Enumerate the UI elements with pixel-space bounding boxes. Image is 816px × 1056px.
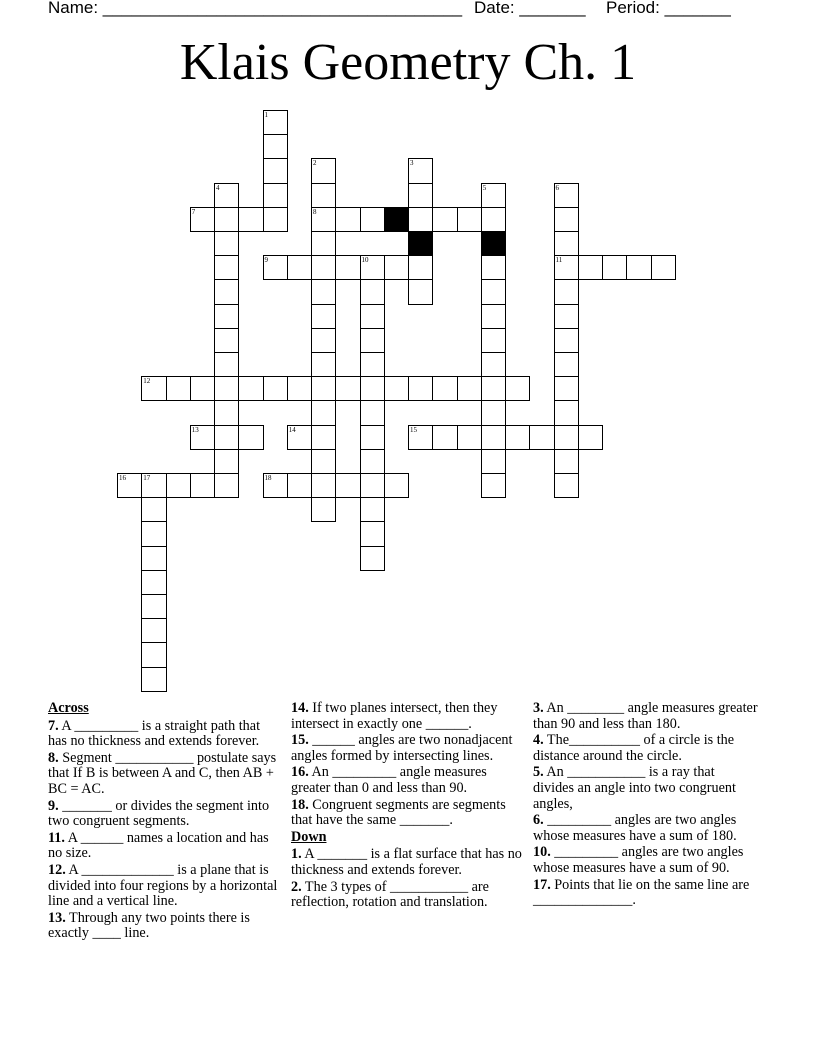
crossword-cell[interactable] bbox=[432, 207, 457, 232]
crossword-cell[interactable] bbox=[408, 158, 433, 183]
crossword-cell[interactable] bbox=[360, 207, 385, 232]
crossword-cell[interactable] bbox=[360, 304, 385, 329]
crossword-cell[interactable] bbox=[335, 376, 360, 401]
crossword-cell[interactable] bbox=[190, 425, 215, 450]
clue-text: The__________ of a circle is the distance around the circle. bbox=[533, 732, 735, 764]
crossword-cell[interactable] bbox=[457, 376, 482, 401]
crossword-cell[interactable] bbox=[335, 473, 360, 498]
crossword-cell[interactable] bbox=[166, 376, 191, 401]
crossword-cell[interactable] bbox=[141, 497, 166, 522]
crossword-cell[interactable] bbox=[311, 400, 336, 425]
worksheet-title: Klais Geometry Ch. 1 bbox=[179, 34, 637, 91]
clue-number-label: 10 bbox=[361, 256, 369, 265]
clue-item bbox=[48, 911, 278, 942]
crossword-cell[interactable] bbox=[311, 207, 336, 232]
clue-number-label: 8 bbox=[313, 207, 317, 216]
crossword-cell[interactable] bbox=[360, 328, 385, 353]
crossword-cell[interactable] bbox=[360, 425, 385, 450]
clue-number-label: 7 bbox=[191, 207, 196, 216]
crossword-cell[interactable] bbox=[311, 497, 336, 522]
clue-text: Points that lie on the same line are ______________. bbox=[533, 876, 750, 909]
clue-number: 3. bbox=[533, 700, 544, 716]
clue-column-2 bbox=[291, 701, 523, 912]
crossword-cell[interactable] bbox=[554, 304, 579, 329]
clue-number-label: 5 bbox=[482, 183, 487, 192]
clue-text: A _____________ is a plane that is divided into four regions by a horizontal line and a vertical line. bbox=[48, 861, 278, 910]
clue-number-label: 6 bbox=[555, 183, 559, 192]
clue-number-label: 11 bbox=[555, 256, 563, 265]
crossword-cell[interactable] bbox=[214, 304, 239, 329]
crossword-cell[interactable] bbox=[481, 207, 506, 232]
crossword-cell[interactable] bbox=[214, 376, 239, 401]
crossword-cell[interactable] bbox=[408, 183, 433, 208]
clue-number: 12. bbox=[48, 861, 66, 878]
crossword-cell[interactable] bbox=[190, 376, 215, 401]
crossword-cell[interactable] bbox=[311, 279, 336, 304]
crossword-cell[interactable] bbox=[481, 255, 506, 280]
crossword-cell[interactable] bbox=[214, 449, 239, 474]
crossword-cell[interactable] bbox=[311, 328, 336, 353]
clue-number-label: 9 bbox=[264, 256, 268, 265]
clue-text: _________ angles are two angles whose measures have a sum of 90. bbox=[533, 844, 744, 876]
crossword-cell[interactable] bbox=[481, 473, 506, 498]
crossword-cell[interactable] bbox=[214, 473, 239, 498]
crossword-cell[interactable] bbox=[360, 279, 385, 304]
crossword-cell[interactable] bbox=[360, 546, 385, 571]
crossword-cell[interactable] bbox=[141, 570, 166, 595]
crossword-cell[interactable] bbox=[311, 304, 336, 329]
clue-text: _________ angles are two angles whose measures have a sum of 180. bbox=[533, 812, 737, 844]
clue-number: 7. bbox=[48, 717, 59, 734]
clue-item bbox=[48, 799, 278, 830]
crossword-cell[interactable] bbox=[311, 352, 336, 377]
crossword-cell[interactable] bbox=[408, 376, 433, 401]
crossword-cell[interactable] bbox=[384, 473, 409, 498]
crossword-cell[interactable] bbox=[554, 255, 579, 280]
crossword-cell[interactable] bbox=[214, 400, 239, 425]
crossword-cell[interactable] bbox=[214, 255, 239, 280]
crossword-cell[interactable] bbox=[384, 376, 409, 401]
crossword-cell[interactable] bbox=[481, 400, 506, 425]
crossword-cell[interactable] bbox=[263, 207, 288, 232]
clue-number: 10. bbox=[533, 844, 551, 861]
crossword-cell[interactable] bbox=[360, 255, 385, 280]
clue-text: _______ or divides the segment into two congruent segments. bbox=[48, 797, 270, 830]
crossword-cell[interactable] bbox=[311, 255, 336, 280]
filled-cell bbox=[384, 207, 409, 232]
crossword-cell[interactable] bbox=[141, 546, 166, 571]
crossword-cell[interactable] bbox=[214, 425, 239, 450]
crossword-cell[interactable] bbox=[554, 376, 579, 401]
crossword-cell[interactable] bbox=[263, 255, 288, 280]
name-field[interactable]: Name: ______________________________________ bbox=[48, 0, 463, 17]
crossword-cell[interactable] bbox=[238, 425, 263, 450]
crossword-cell[interactable] bbox=[190, 473, 215, 498]
crossword-cell[interactable] bbox=[311, 473, 336, 498]
crossword-cell[interactable] bbox=[360, 400, 385, 425]
crossword-cell[interactable] bbox=[214, 352, 239, 377]
crossword-cell[interactable] bbox=[263, 183, 288, 208]
clue-item bbox=[291, 880, 523, 911]
crossword-cell[interactable] bbox=[505, 425, 530, 450]
crossword-cell[interactable] bbox=[554, 449, 579, 474]
clue-number-label: 18 bbox=[264, 474, 272, 482]
clue-number-label: 13 bbox=[191, 425, 199, 434]
clue-item bbox=[533, 813, 758, 844]
clue-text: An ___________ is a ray that divides an angle into two congruent angles, bbox=[533, 764, 736, 812]
clue-number-label: 2 bbox=[313, 159, 317, 168]
crossword-cell[interactable] bbox=[263, 158, 288, 183]
clue-number-label: 1 bbox=[264, 111, 268, 119]
clue-text: An ________ angle measures greater than 90 and less than 180. bbox=[533, 700, 758, 732]
crossword-cell[interactable] bbox=[651, 255, 676, 280]
clue-item bbox=[291, 765, 523, 796]
crossword-cell[interactable] bbox=[287, 473, 312, 498]
crossword-cell[interactable] bbox=[578, 425, 603, 450]
date-field[interactable]: Date: _______ bbox=[474, 0, 586, 17]
crossword-cell[interactable] bbox=[311, 376, 336, 401]
crossword-cell[interactable] bbox=[554, 425, 579, 450]
clue-number: 5. bbox=[533, 764, 544, 781]
crossword-cell[interactable] bbox=[311, 449, 336, 474]
clue-number: 18. bbox=[291, 796, 309, 813]
filled-cell bbox=[408, 231, 433, 256]
clue-number: 4. bbox=[533, 732, 544, 749]
clue-text: An _________ angle measures greater than 0 and less than 90. bbox=[291, 764, 487, 796]
crossword-cell[interactable] bbox=[408, 425, 433, 450]
clue-number: 6. bbox=[533, 812, 544, 829]
crossword-cell[interactable] bbox=[238, 207, 263, 232]
crossword-cell[interactable] bbox=[141, 618, 166, 643]
clue-text: The 3 types of ___________ are reflection, rotation and translation. bbox=[291, 878, 489, 911]
crossword-cell[interactable] bbox=[481, 304, 506, 329]
crossword-cell[interactable] bbox=[360, 376, 385, 401]
crossword-cell[interactable] bbox=[117, 473, 142, 498]
crossword-cell[interactable] bbox=[481, 279, 506, 304]
clue-item bbox=[291, 733, 523, 764]
clue-item bbox=[48, 831, 278, 862]
clue-item bbox=[48, 751, 278, 798]
clue-number: 15. bbox=[291, 732, 309, 749]
across-heading: Across bbox=[48, 700, 89, 716]
crossword-cell[interactable] bbox=[287, 425, 312, 450]
clue-number-label: 14 bbox=[288, 425, 296, 434]
crossword-cell[interactable] bbox=[481, 352, 506, 377]
crossword-cell[interactable] bbox=[554, 231, 579, 256]
crossword-cell[interactable] bbox=[214, 183, 239, 208]
clue-number: 2. bbox=[291, 878, 302, 895]
clue-text: Through any two points there is exactly ____ line. bbox=[48, 909, 250, 942]
crossword-cell[interactable] bbox=[457, 425, 482, 450]
clue-text: Congruent segments are segments that have the same _______. bbox=[291, 796, 506, 829]
clue-number-label: 12 bbox=[143, 377, 151, 386]
crossword-cell[interactable] bbox=[457, 207, 482, 232]
clue-number: 1. bbox=[291, 846, 302, 863]
crossword-cell[interactable] bbox=[384, 255, 409, 280]
clue-number-label: 15 bbox=[410, 425, 417, 434]
clue-item bbox=[48, 719, 278, 750]
clue-text: A _______ is a flat surface that has no thickness and extends forever. bbox=[291, 846, 522, 878]
clue-number-label: 16 bbox=[119, 474, 126, 482]
crossword-cell[interactable] bbox=[578, 255, 603, 280]
crossword-cell[interactable] bbox=[335, 207, 360, 232]
clue-number: 8. bbox=[48, 749, 59, 766]
crossword-cell[interactable] bbox=[432, 425, 457, 450]
clue-number: 11. bbox=[48, 829, 65, 846]
crossword-cell[interactable] bbox=[408, 207, 433, 232]
crossword-cell[interactable] bbox=[141, 521, 166, 546]
crossword-cell[interactable] bbox=[529, 425, 554, 450]
crossword-cell[interactable] bbox=[481, 425, 506, 450]
clue-column-3 bbox=[533, 701, 758, 910]
crossword-cell[interactable] bbox=[263, 134, 288, 159]
clue-item bbox=[533, 878, 758, 909]
crossword-cell[interactable] bbox=[190, 207, 215, 232]
clue-number-label: 17 bbox=[143, 474, 151, 482]
crossword-cell[interactable] bbox=[481, 328, 506, 353]
crossword-cell[interactable] bbox=[481, 183, 506, 208]
crossword-cell[interactable] bbox=[311, 231, 336, 256]
crossword-cell[interactable] bbox=[408, 279, 433, 304]
crossword-cell[interactable] bbox=[335, 255, 360, 280]
clue-number: 17. bbox=[533, 876, 551, 893]
crossword-cell[interactable] bbox=[166, 473, 191, 498]
clue-number: 9. bbox=[48, 797, 59, 814]
crossword-cell[interactable] bbox=[238, 376, 263, 401]
crossword-cell[interactable] bbox=[311, 183, 336, 208]
crossword-cell[interactable] bbox=[214, 328, 239, 353]
period-field[interactable]: Period: _______ bbox=[606, 0, 731, 17]
clue-item bbox=[48, 863, 278, 910]
crossword-cell[interactable] bbox=[263, 473, 288, 498]
crossword-cell[interactable] bbox=[554, 207, 579, 232]
clue-text: If two planes intersect, then they intersect in exactly one ______. bbox=[291, 700, 498, 732]
down-heading: Down bbox=[291, 828, 327, 845]
crossword-cell[interactable] bbox=[360, 497, 385, 522]
crossword-cell[interactable] bbox=[360, 449, 385, 474]
clue-item bbox=[291, 847, 523, 878]
crossword-cell[interactable] bbox=[141, 667, 166, 692]
clue-item bbox=[291, 701, 523, 732]
clue-item bbox=[533, 733, 758, 764]
clue-item bbox=[533, 845, 758, 876]
clue-number: 13. bbox=[48, 909, 66, 926]
crossword-cell[interactable] bbox=[505, 376, 530, 401]
clue-number: 16. bbox=[291, 764, 309, 781]
crossword-cell[interactable] bbox=[141, 473, 166, 498]
crossword-cell[interactable] bbox=[311, 425, 336, 450]
clue-text: A _________ is a straight path that has no thickness and extends forever. bbox=[48, 717, 261, 750]
clue-number: 14. bbox=[291, 700, 309, 716]
crossword-cell[interactable] bbox=[141, 594, 166, 619]
clue-text: A ______ names a location and has no size. bbox=[48, 829, 269, 862]
crossword-cell[interactable] bbox=[263, 110, 288, 135]
crossword-cell[interactable] bbox=[141, 376, 166, 401]
crossword-cell[interactable] bbox=[554, 400, 579, 425]
crossword-cell[interactable] bbox=[554, 279, 579, 304]
crossword-cell[interactable] bbox=[554, 352, 579, 377]
clue-number-label: 3 bbox=[410, 159, 414, 168]
clue-text: Segment ___________ postulate says that If B is between A and C, then AB + BC = AC. bbox=[48, 749, 277, 797]
clue-item bbox=[533, 701, 758, 732]
crossword-cell[interactable] bbox=[360, 352, 385, 377]
clue-number-label: 4 bbox=[216, 183, 220, 192]
crossword-cell[interactable] bbox=[408, 255, 433, 280]
crossword-cell[interactable] bbox=[287, 376, 312, 401]
crossword-cell[interactable] bbox=[554, 183, 579, 208]
clue-text: ______ angles are two nonadjacent angles formed by intersecting lines. bbox=[291, 732, 513, 764]
clue-item bbox=[533, 765, 758, 812]
clue-column-1 bbox=[48, 701, 278, 943]
crossword-cell[interactable] bbox=[432, 376, 457, 401]
filled-cell bbox=[481, 231, 506, 256]
crossword-cell[interactable] bbox=[263, 376, 288, 401]
crossword-cell[interactable] bbox=[214, 231, 239, 256]
clue-item bbox=[291, 798, 523, 829]
crossword-cell[interactable] bbox=[141, 642, 166, 667]
crossword-cell[interactable] bbox=[554, 473, 579, 498]
crossword-cell[interactable] bbox=[360, 473, 385, 498]
crossword-cell[interactable] bbox=[311, 158, 336, 183]
crossword-cell[interactable] bbox=[360, 521, 385, 546]
crossword-cell[interactable] bbox=[481, 449, 506, 474]
crossword-cell[interactable] bbox=[214, 207, 239, 232]
crossword-cell[interactable] bbox=[214, 279, 239, 304]
crossword-cell[interactable] bbox=[481, 376, 506, 401]
crossword-cell[interactable] bbox=[602, 255, 627, 280]
crossword-cell[interactable] bbox=[287, 255, 312, 280]
crossword-cell[interactable] bbox=[554, 328, 579, 353]
crossword-cell[interactable] bbox=[626, 255, 651, 280]
